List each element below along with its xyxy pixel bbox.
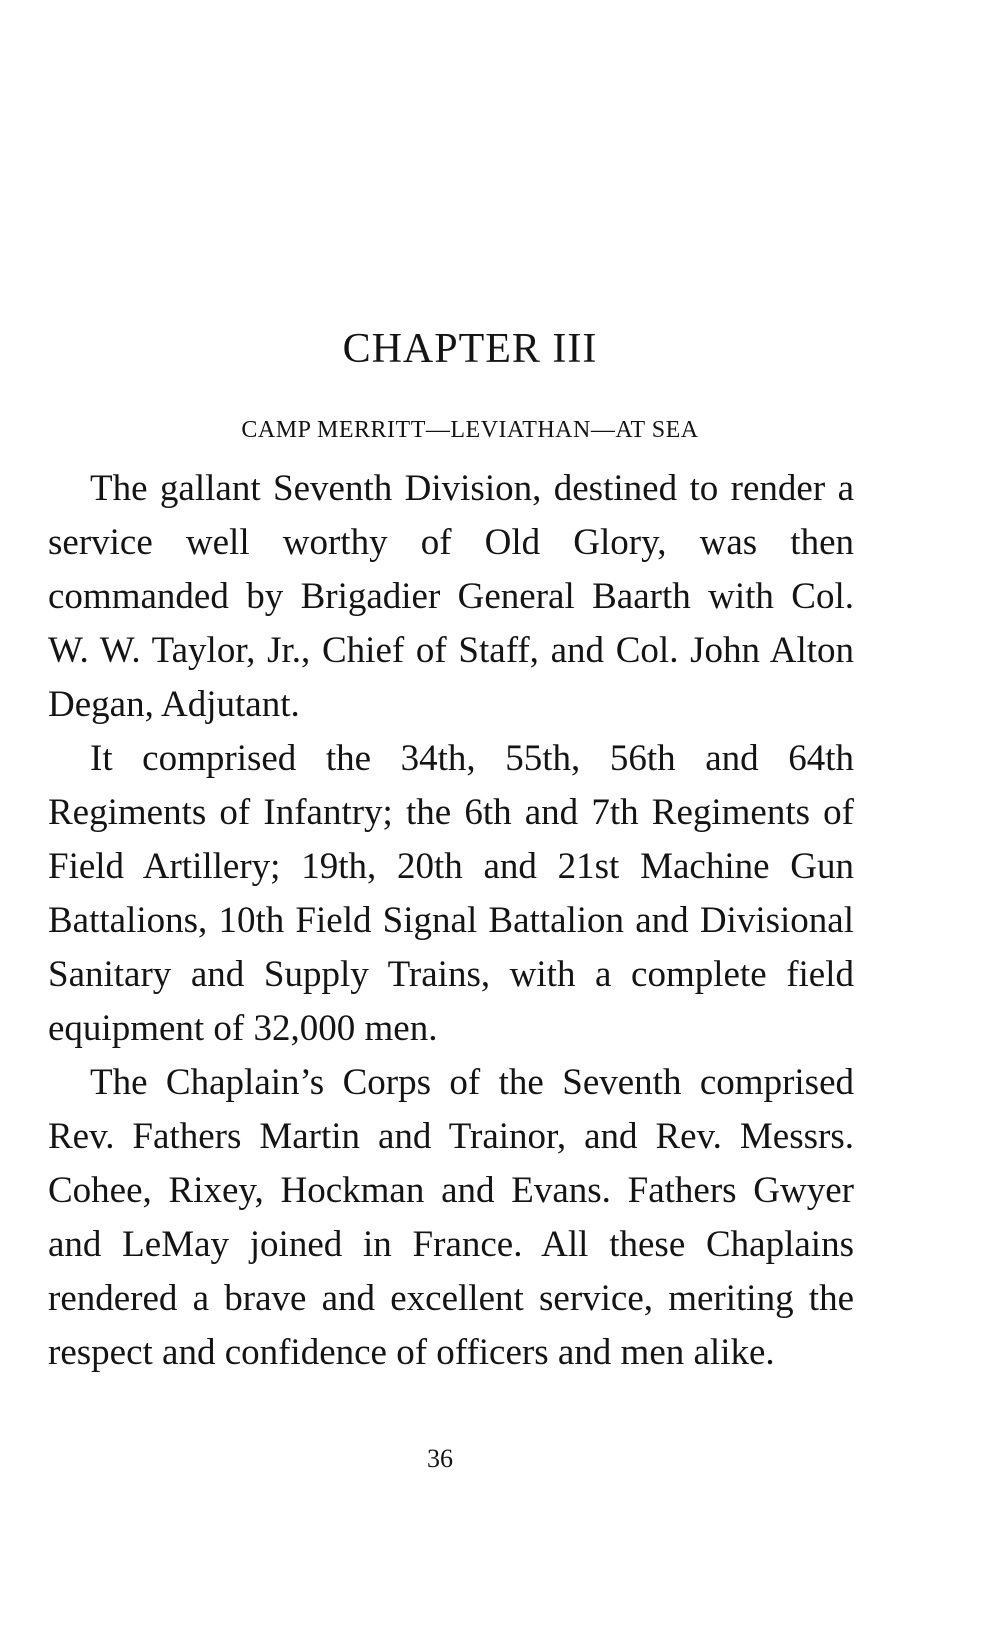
chapter-title: CHAPTER III — [342, 326, 598, 372]
chapter-subtitle: CAMP MERRITT—LEVIATHAN—AT SEA — [241, 417, 699, 443]
body-text — [48, 462, 854, 1380]
paragraph: It comprised the 34th, 55th, 56th and 64th Regiments of Infantry; the 6th and 7th Regiments of Field Artillery; 19th, 20th and 21st Machine Gun Battalions, 10th Field Signal Battalion and Divisional Sanitary and Supply Trains, with a complete field equipment of 32,000 men. — [48, 738, 854, 1049]
paragraph: The gallant Seventh Division, destined to render a service well worthy of Old Glory, was then commanded by Brigadier General Baarth with Col. W. W. Taylor, Jr., Chief of Staff, and Col. John Alton Degan, Adjutant. — [48, 468, 854, 725]
page-number: 36 — [427, 1444, 453, 1473]
paragraph: The Chaplain’s Corps of the Seventh comprised Rev. Fathers Martin and Trainor, and Rev. Messrs. Cohee, Rixey, Hockman and Evans. Fathers Gwyer and LeMay joined in France. All these Chaplains rendered a brave and excellent service, meriting the respect and confidence of officers and men alike. — [48, 1062, 854, 1373]
